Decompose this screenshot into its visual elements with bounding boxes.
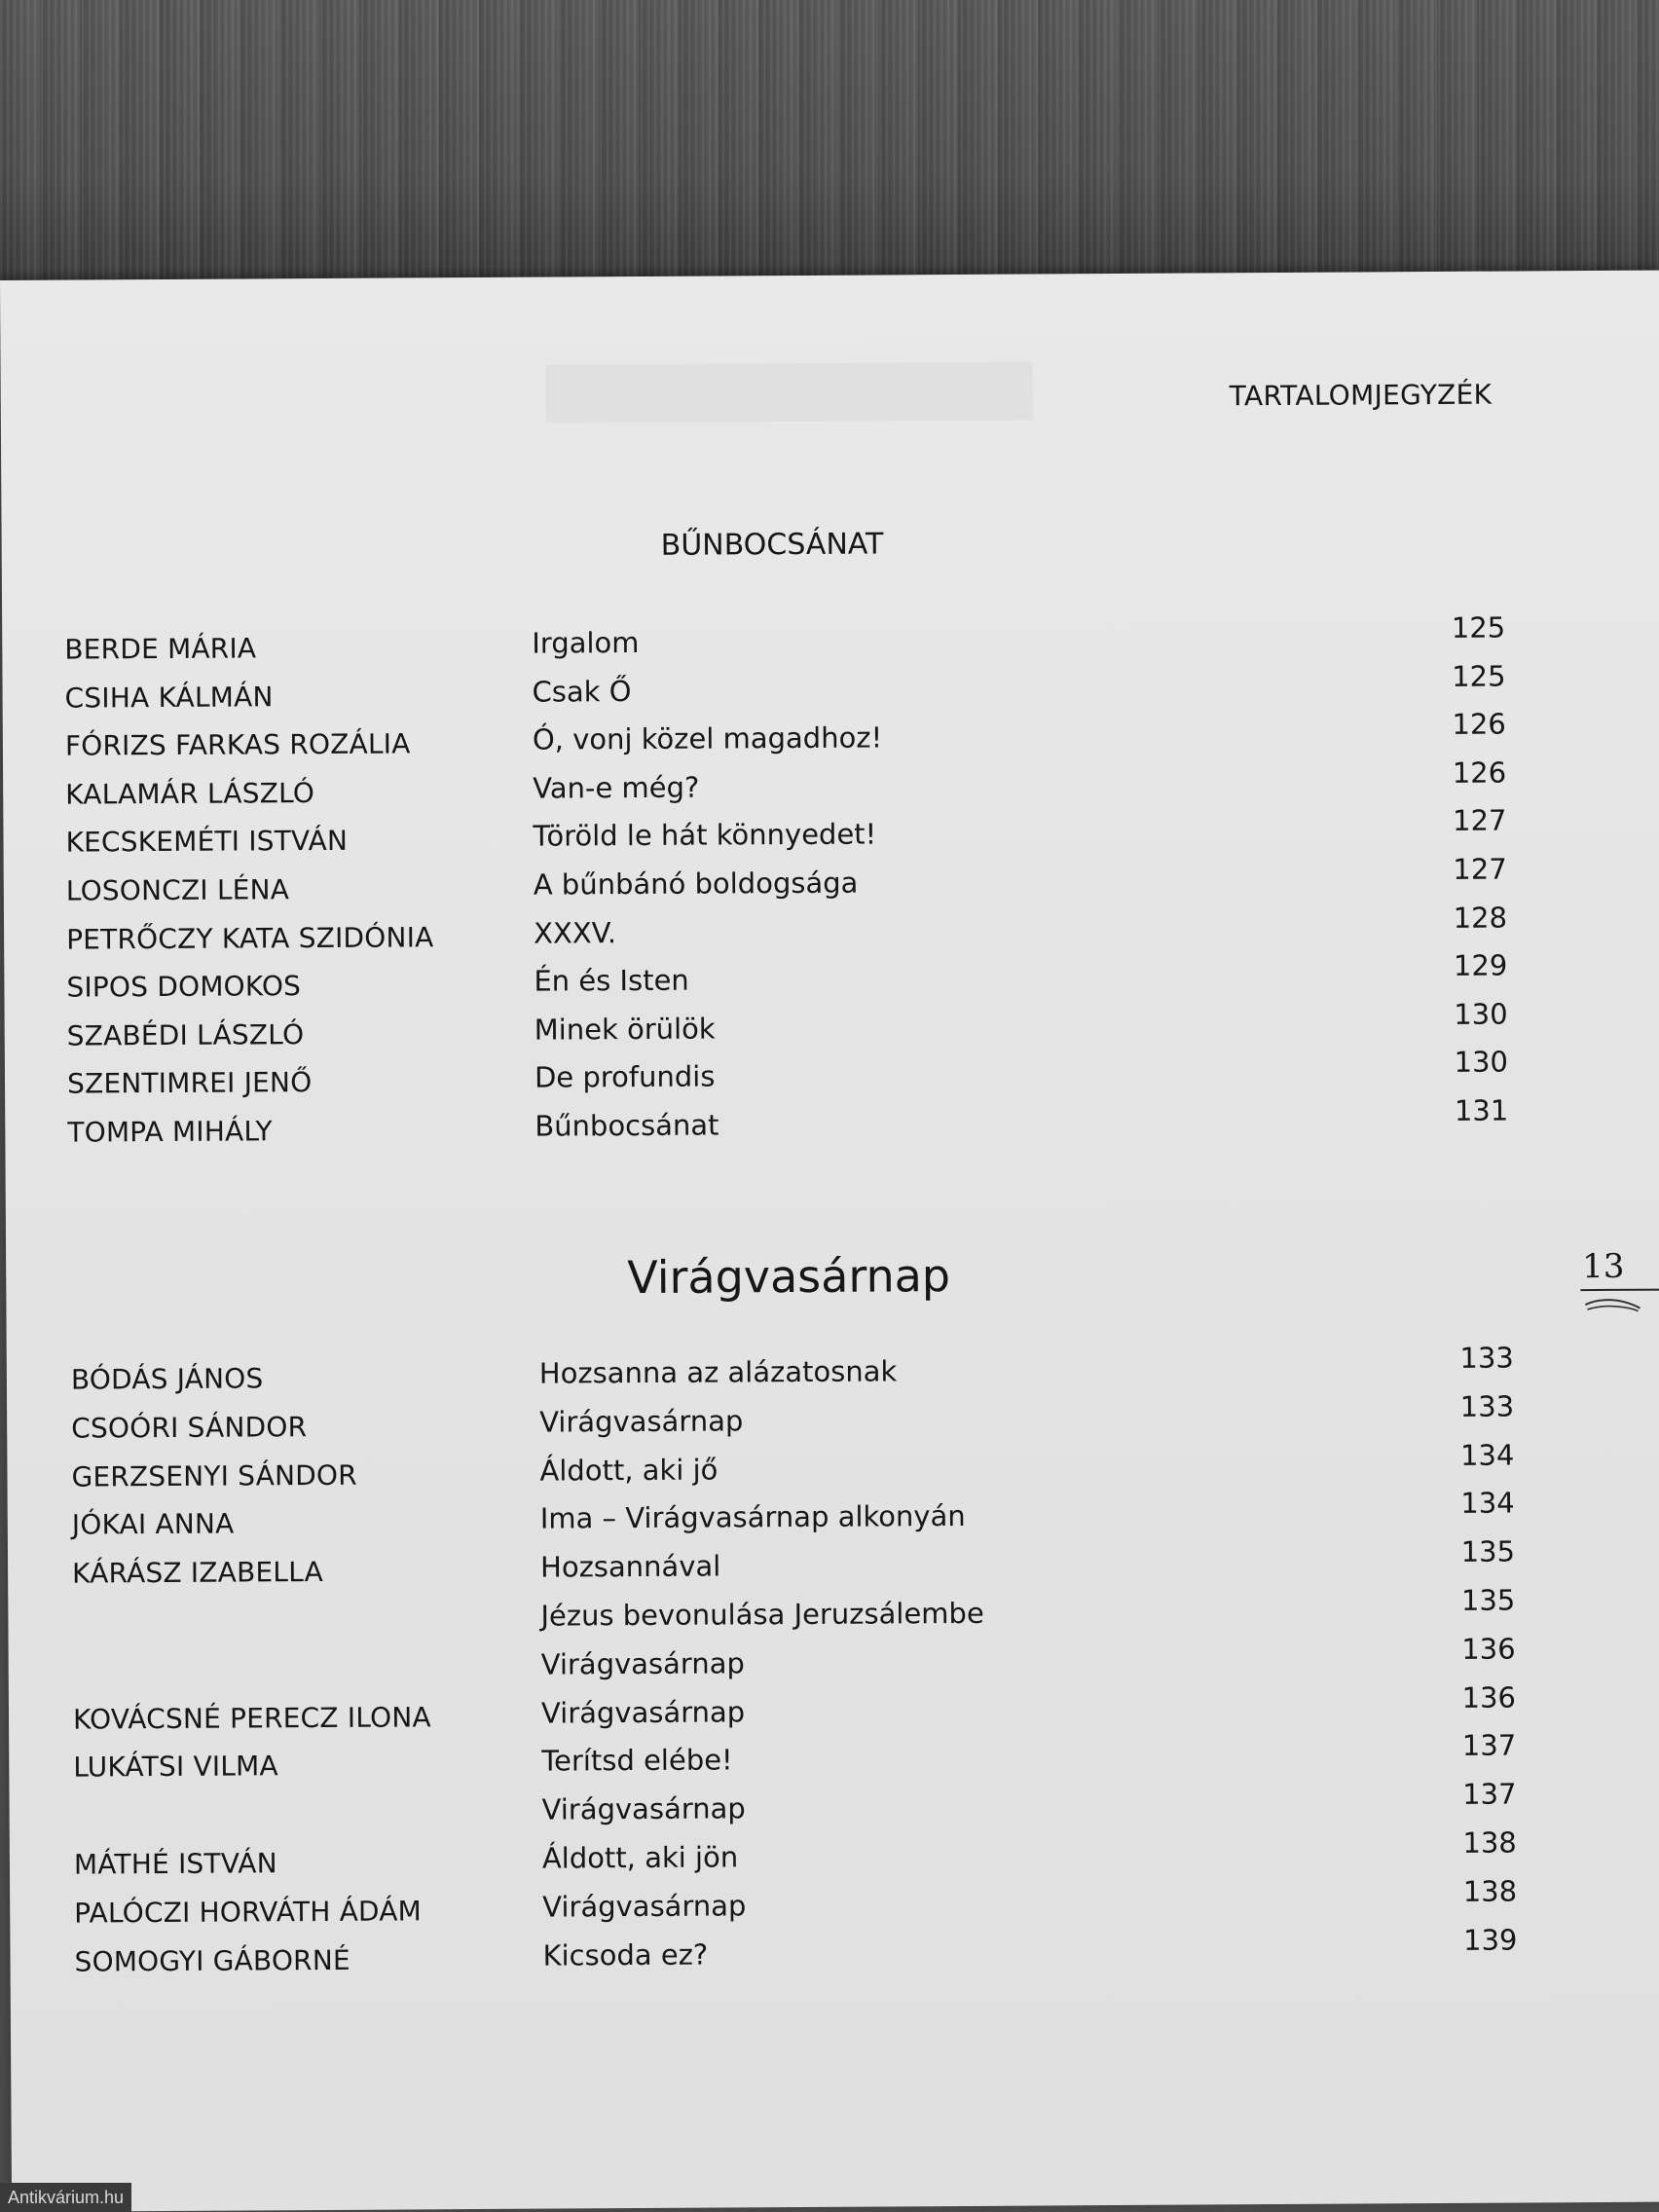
- toc-author: GERZSENYI SÁNDOR: [71, 1458, 357, 1493]
- toc-page-number: 126: [1452, 707, 1506, 742]
- toc-title: Csak Ő: [532, 674, 632, 709]
- toc-author: LOSONCZI LÉNA: [65, 873, 290, 907]
- toc-page-number: 136: [1461, 1680, 1517, 1714]
- page-number-rule: [1580, 1289, 1659, 1292]
- toc-page-number: 134: [1460, 1486, 1515, 1521]
- toc-page-number: 130: [1454, 997, 1508, 1031]
- toc-author: SZENTIMREI JENŐ: [66, 1066, 313, 1100]
- section-title-bunbocsanat: BŰNBOCSÁNAT: [660, 527, 884, 563]
- toc-page-number: 136: [1461, 1632, 1516, 1666]
- toc-title: Ó, vonj közel magadhoz!: [532, 720, 883, 756]
- wood-background: [0, 0, 1659, 292]
- toc-title: Virágvasárnap: [540, 1694, 746, 1730]
- toc-title: Áldott, aki jön: [541, 1840, 739, 1875]
- toc-page-number: 127: [1453, 852, 1507, 886]
- toc-title: A bűnbánó boldogsága: [533, 866, 859, 902]
- toc-author: PALÓCZI HORVÁTH ÁDÁM: [74, 1895, 423, 1930]
- toc-author: MÁTHÉ ISTVÁN: [73, 1847, 277, 1881]
- toc-author: KÁRÁSZ IZABELLA: [72, 1556, 324, 1590]
- toc-page-number: 127: [1452, 803, 1507, 838]
- toc-title: De profundis: [534, 1059, 716, 1095]
- toc-page-number: 133: [1459, 1341, 1514, 1375]
- toc-title: Minek örülök: [534, 1012, 716, 1047]
- toc-author: SOMOGYI GÁBORNÉ: [74, 1943, 350, 1978]
- toc-author: CSIHA KÁLMÁN: [64, 680, 274, 715]
- toc-title: Jézus bevonulása Jeruzsálembe: [540, 1596, 984, 1633]
- toc-page-number: 137: [1461, 1728, 1517, 1763]
- toc-author: PETRŐCZY KATA SZIDÓNIA: [66, 920, 434, 956]
- toc-author: JÓKAI ANNA: [71, 1507, 235, 1541]
- toc-page-number: 138: [1462, 1874, 1518, 1908]
- show-through-block: [546, 362, 1033, 424]
- toc-title: Bűnbocsánat: [535, 1108, 719, 1143]
- section-title-viragvasarnap: Virágvasárnap: [627, 1249, 951, 1305]
- toc-page-number: 135: [1460, 1534, 1516, 1569]
- toc-page-number: 137: [1462, 1777, 1517, 1812]
- toc-author: TOMPA MIHÁLY: [67, 1115, 273, 1149]
- toc-author: KOVÁCSNÉ PERECZ ILONA: [72, 1700, 431, 1736]
- toc-author: KECSKEMÉTI ISTVÁN: [65, 825, 349, 859]
- toc-page-number: 125: [1452, 659, 1506, 693]
- toc-title: Van-e még?: [533, 770, 700, 805]
- toc-author: KALAMÁR LÁSZLÓ: [65, 776, 315, 811]
- toc-page-number: 126: [1452, 756, 1507, 790]
- toc-title: Virágvasárnap: [539, 1404, 744, 1439]
- toc-title: Töröld le hát könnyedet!: [533, 817, 877, 854]
- toc-page-number: 131: [1454, 1093, 1509, 1127]
- toc-page-number: 139: [1462, 1923, 1518, 1957]
- toc-page-number: 129: [1453, 948, 1508, 983]
- toc-title: Terítsd elébe!: [541, 1743, 733, 1779]
- toc-title: Virágvasárnap: [541, 1791, 746, 1826]
- toc-page-number: 134: [1459, 1438, 1515, 1472]
- ornament-icon: [1583, 1297, 1641, 1316]
- toc-page-number: 138: [1462, 1825, 1517, 1860]
- toc-title: Hozsanna az alázatosnak: [538, 1354, 898, 1390]
- toc-author: SZABÉDI LÁSZLÓ: [66, 1017, 305, 1052]
- running-header: TARTALOMJEGYZÉK: [1229, 378, 1493, 413]
- toc-title: Kicsoda ez?: [542, 1937, 709, 1972]
- toc-author: SIPOS DOMOKOS: [66, 970, 302, 1004]
- toc-page-number: 125: [1451, 610, 1506, 645]
- toc-author: CSOÓRI SÁNDOR: [71, 1410, 308, 1445]
- toc-title: Virágvasárnap: [542, 1889, 747, 1924]
- toc-author: FÓRIZS FARKAS ROZÁLIA: [64, 727, 411, 762]
- toc-page-number: 135: [1460, 1583, 1516, 1617]
- toc-title: Áldott, aki jő: [539, 1453, 719, 1488]
- toc-title: XXXV.: [534, 915, 617, 950]
- toc-title: Virágvasárnap: [540, 1646, 745, 1681]
- book-page: [0, 271, 1659, 2212]
- watermark: Antikvárium.hu: [0, 2183, 131, 2212]
- toc-author: LUKÁTSI VILMA: [73, 1750, 278, 1784]
- page-number: 13: [1582, 1246, 1625, 1287]
- toc-page-number: 128: [1453, 901, 1508, 935]
- toc-title: Én és Isten: [534, 963, 689, 998]
- toc-author: BERDE MÁRIA: [64, 632, 257, 666]
- toc-title: Hozsannával: [539, 1549, 721, 1584]
- toc-page-number: 130: [1454, 1045, 1509, 1080]
- toc-title: Ima – Virágvasárnap alkonyán: [539, 1499, 966, 1536]
- toc-author: BÓDÁS JÁNOS: [70, 1362, 264, 1396]
- toc-title: Irgalom: [532, 625, 640, 660]
- toc-page-number: 133: [1459, 1389, 1515, 1423]
